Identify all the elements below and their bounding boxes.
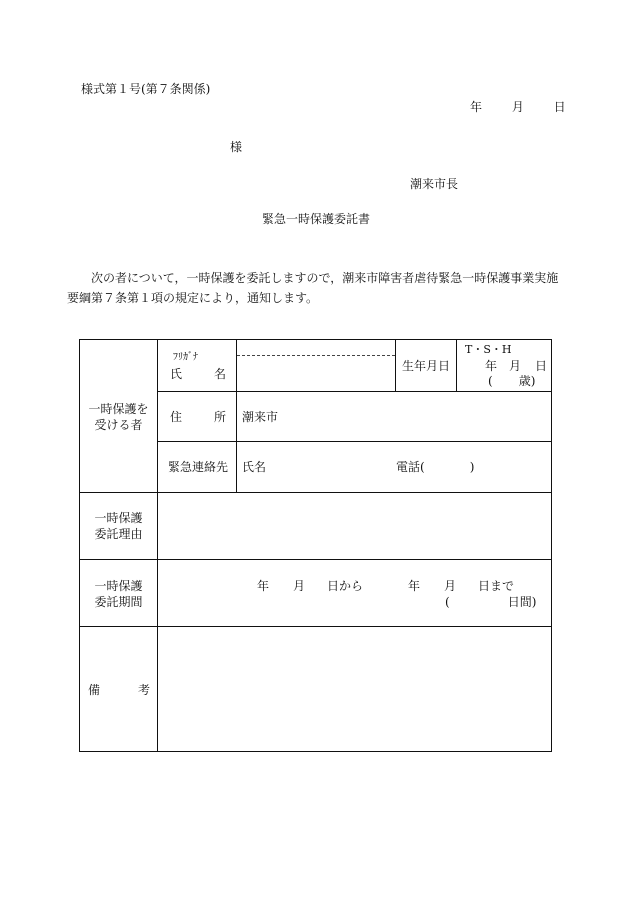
address-label-char1: 住 [170,410,183,424]
reason-label-line2: 委託理由 [94,527,143,541]
date-year: 年 [470,100,483,114]
body-text: 次の者について，一時保護を委託しますので，潮来市障害者虐待緊急一時保護事業実施要綱第７条第１項の規定により，通知します。 [67,271,559,305]
name-label-char2: 名 [213,367,226,381]
furigana-label: ﾌﾘｶﾞﾅ [173,352,198,363]
addressee-suffix: 様 [230,140,243,154]
remarks-label-char2: 考 [137,683,150,697]
name-label-char1: 氏 [170,367,183,381]
body-paragraph [67,268,567,308]
reason-input[interactable] [158,493,551,559]
period-label-line2: 委託期間 [94,595,143,609]
divider [80,559,551,560]
period-to-month-unit: 月 [444,579,457,593]
period-from-month-unit: 月 [293,579,306,593]
date-month: 月 [511,100,524,114]
period-label-line1: 一時保護 [94,579,143,593]
period-days-open: ( [445,595,450,609]
person-section-label-line1: 一時保護を [88,402,149,416]
era-options[interactable]: T・S・H [465,343,512,356]
issue-date [470,100,566,114]
emergency-phone-label [396,459,474,475]
birthdate-value[interactable] [485,358,547,374]
period-to-year-unit: 年 [408,579,421,593]
age-value[interactable] [488,373,535,389]
form-table [79,339,552,752]
issuer: 潮来市長 [410,177,459,191]
divider [395,340,396,391]
emergency-phone-close: ) [469,460,475,474]
furigana-input[interactable] [237,340,395,355]
birth-month-unit: 月 [509,359,522,373]
age-close: 歳) [518,374,536,388]
page-title: 緊急一時保護委託書 [262,212,371,226]
divider [456,340,457,391]
age-open: ( [488,374,493,388]
reason-label [80,510,157,542]
remarks-label-char1: 備 [88,683,101,697]
address-label [170,409,226,425]
emergency-contact-label: 緊急連絡先 [168,460,229,474]
name-input[interactable] [237,356,395,391]
divider [157,441,551,442]
birth-year-unit: 年 [485,359,498,373]
remarks-input[interactable] [158,627,551,751]
emergency-phone-open: 電話( [396,460,425,474]
period-from-day-unit: 日から [327,579,364,593]
birthdate-label: 生年月日 [402,359,451,373]
period-from-year-unit: 年 [257,579,270,593]
emergency-name-label: 氏名 [242,460,267,474]
name-label [170,366,226,382]
address-field[interactable]: 潮来市 [242,410,279,424]
remarks-label [88,682,150,698]
emergency-name-input[interactable] [270,452,388,482]
address-label-char2: 所 [213,410,226,424]
person-section-label [80,401,157,433]
reason-label-line1: 一時保護 [94,511,143,525]
period-from[interactable] [257,578,363,594]
form-number: 様式第１号(第７条関係) [81,82,211,96]
period-days[interactable] [445,594,536,610]
person-section-label-line2: 受ける者 [94,418,143,432]
period-days-close: 日間) [507,595,537,609]
date-day: 日 [553,100,566,114]
divider [157,391,551,392]
birth-day-unit: 日 [535,359,548,373]
period-to-day-unit: 日まで [478,579,515,593]
period-to[interactable] [408,578,514,594]
period-label [80,578,157,610]
